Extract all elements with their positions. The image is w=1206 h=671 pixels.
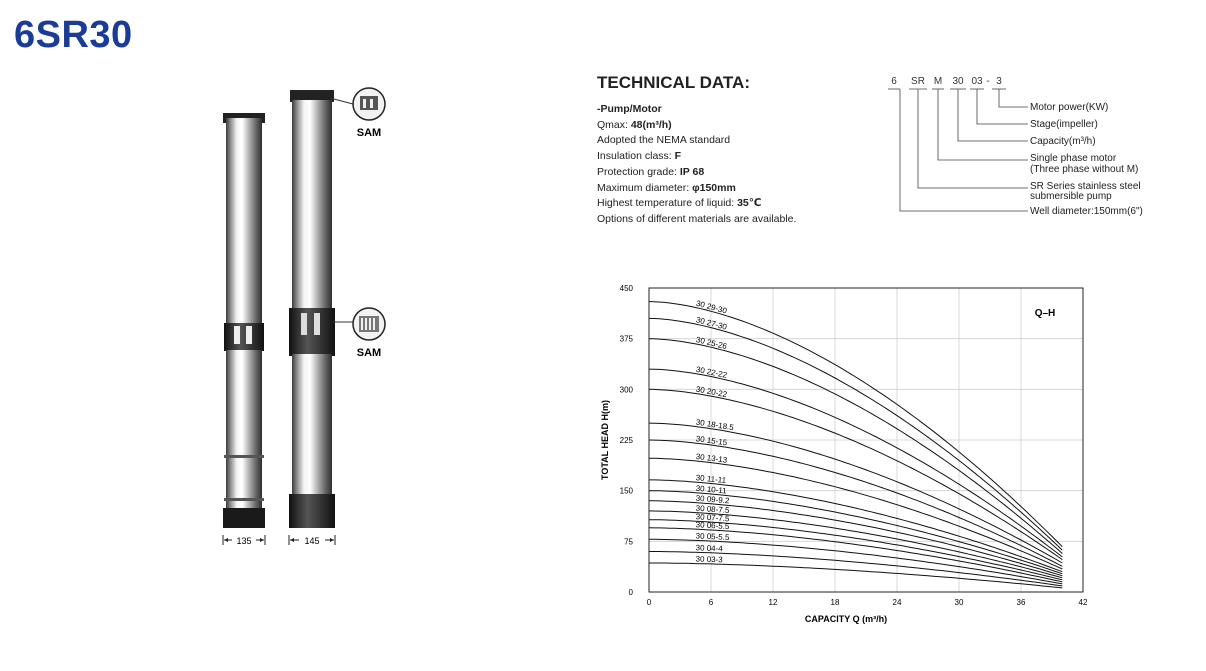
curve-label: 30 07-7.5 bbox=[695, 512, 730, 524]
desc-single-phase: Single phase motor bbox=[1030, 153, 1117, 164]
x-tick-label: 36 bbox=[1016, 598, 1026, 607]
chart-title: Q–H bbox=[1034, 308, 1056, 319]
pump-right-base bbox=[289, 494, 335, 528]
curve-label: 30 18-18.5 bbox=[695, 417, 735, 433]
code-part-power: 3 bbox=[996, 76, 1002, 87]
pump-right-upper-body bbox=[292, 100, 332, 310]
y-tick-label: 375 bbox=[619, 334, 633, 344]
x-tick-label: 6 bbox=[708, 598, 714, 607]
y-tick-label: 225 bbox=[619, 436, 633, 445]
sam-label-top: SAM bbox=[356, 127, 382, 139]
y-tick-label: 300 bbox=[619, 385, 633, 395]
y-tick-label: 150 bbox=[619, 486, 633, 496]
x-tick-label: 12 bbox=[768, 598, 778, 607]
desc-submersible: submersible pump bbox=[1030, 191, 1112, 202]
x-tick-label: 30 bbox=[954, 598, 964, 607]
code-part-capacity: 30 bbox=[952, 76, 964, 87]
curve-label: 30 04-4 bbox=[695, 543, 723, 554]
curve-label: 30 29-30 bbox=[694, 298, 728, 316]
y-tick-label: 450 bbox=[619, 284, 633, 293]
code-part-well: 6 bbox=[891, 76, 897, 87]
curve-label: 30 15-15 bbox=[695, 434, 728, 448]
desc-sr-series: SR Series stainless steel bbox=[1030, 181, 1141, 192]
desc-motor-power: Motor power(KW) bbox=[1030, 102, 1109, 113]
pump-right-motor-body bbox=[292, 354, 332, 496]
sam-label-bottom: SAM bbox=[356, 347, 382, 359]
y-axis-label: TOTAL HEAD H(m) bbox=[600, 400, 610, 480]
qh-chart bbox=[590, 272, 1100, 632]
code-part-phase: M bbox=[933, 76, 943, 87]
curve-label: 30 13-13 bbox=[695, 451, 728, 465]
curve-label: 30 27-30 bbox=[695, 315, 728, 332]
pump-left bbox=[223, 113, 265, 528]
code-part-stage: 03 bbox=[971, 76, 983, 87]
y-tick-label: 0 bbox=[628, 588, 633, 597]
curve-label: 30 20-22 bbox=[695, 384, 728, 400]
curve-label: 30 03-3 bbox=[695, 554, 723, 565]
curve-label: 30 09-9.2 bbox=[695, 493, 730, 506]
curve-label: 30 08-7.5 bbox=[695, 503, 730, 516]
desc-capacity: Capacity(m³/h) bbox=[1030, 136, 1096, 147]
pump-left-base bbox=[223, 508, 265, 528]
sam-callout-bottom bbox=[333, 308, 385, 340]
curve-label: 30 11-11 bbox=[695, 473, 727, 486]
tech-section-title: -Pump/Motor bbox=[597, 103, 662, 115]
curve-label: 30 06-5.5 bbox=[695, 520, 730, 532]
dimension-left-label: 135 bbox=[236, 536, 252, 546]
tech-row-qmax: Qmax: 48(m³/h) bbox=[597, 118, 672, 131]
chart-curves bbox=[649, 299, 1062, 588]
pump-left-upper-body bbox=[226, 118, 262, 325]
curve-label: 30 22-22 bbox=[695, 364, 728, 380]
chart-ticks bbox=[620, 284, 1088, 607]
pump-right bbox=[289, 90, 335, 528]
pump-illustrations bbox=[0, 0, 420, 560]
technical-data-list bbox=[597, 102, 796, 228]
x-tick-label: 18 bbox=[830, 598, 840, 607]
sam-callout-top bbox=[330, 88, 385, 120]
curve-label: 30 25-26 bbox=[695, 335, 728, 352]
desc-three-phase: (Three phase without M) bbox=[1030, 164, 1139, 175]
x-tick-label: 0 bbox=[646, 598, 652, 607]
tech-row-diameter: Maximum diameter: φ150mm bbox=[597, 181, 736, 194]
tech-row-protection: Protection grade: IP 68 bbox=[597, 165, 705, 178]
pump-left-motor-body bbox=[226, 350, 262, 510]
curve-label: 30 05-5.5 bbox=[695, 531, 730, 543]
desc-well-diameter: Well diameter:150mm(6") bbox=[1030, 206, 1143, 217]
x-axis-label: CAPACITY Q (m³/h) bbox=[804, 614, 888, 624]
desc-stage: Stage(impeller) bbox=[1030, 119, 1098, 130]
pump-left-intake bbox=[224, 323, 264, 351]
tech-row-insulation: Insulation class: F bbox=[597, 150, 682, 163]
tech-row-nema: Adopted the NEMA standard bbox=[597, 134, 731, 147]
model-code-legend bbox=[880, 70, 1180, 230]
pump-right-intake bbox=[289, 308, 335, 356]
curve-label: 30 10-11 bbox=[695, 483, 728, 496]
code-part-dash: - bbox=[986, 76, 990, 87]
tech-row-temperature: Highest temperature of liquid: 35℃ bbox=[597, 197, 762, 210]
y-tick-label: 75 bbox=[624, 537, 633, 547]
technical-data-heading: TECHNICAL DATA: bbox=[597, 73, 750, 92]
product-title: 6SR30 bbox=[14, 14, 133, 56]
code-part-series: SR bbox=[911, 76, 925, 87]
x-tick-label: 24 bbox=[892, 598, 902, 607]
dimension-right-label: 145 bbox=[304, 536, 320, 546]
x-tick-label: 42 bbox=[1078, 598, 1088, 607]
tech-row-materials: Options of different materials are available. bbox=[597, 212, 797, 225]
